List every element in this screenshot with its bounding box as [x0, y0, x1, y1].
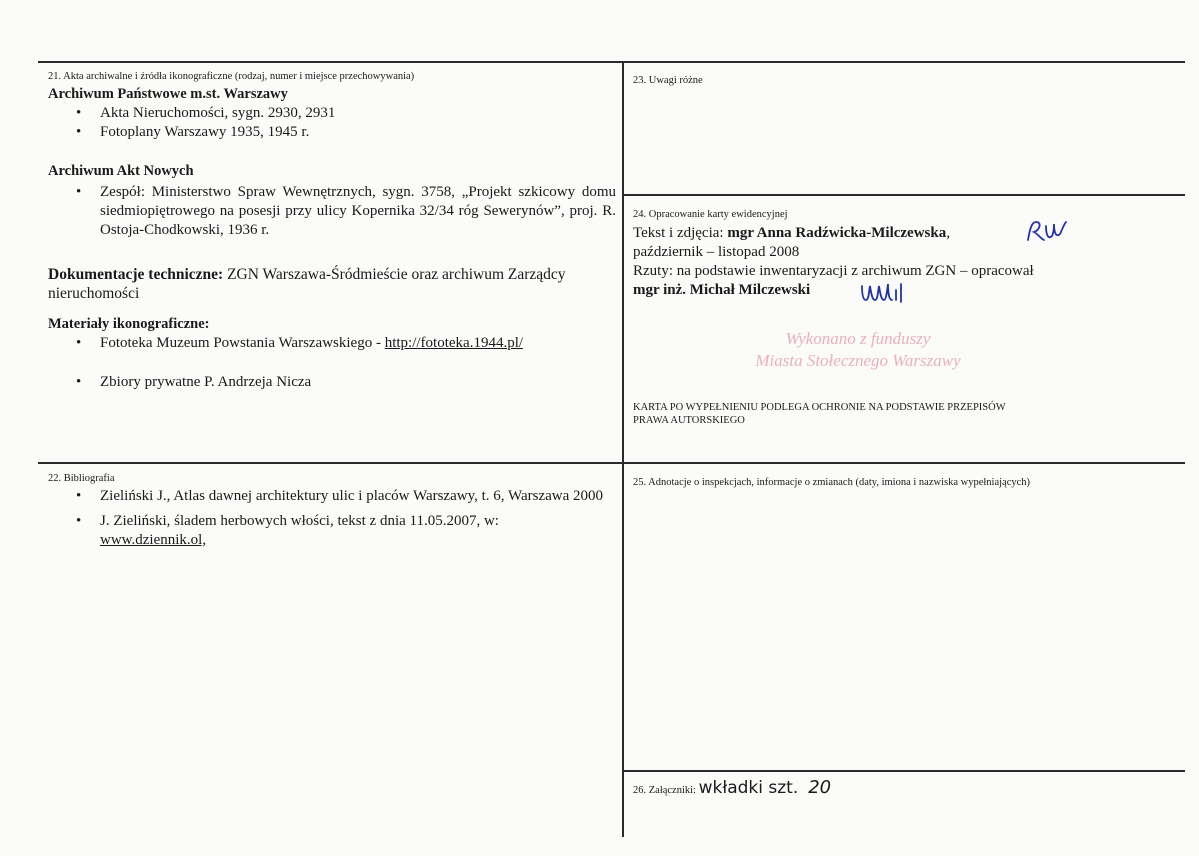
- plans-author-name: mgr inż. Michał Milczewski: [633, 282, 811, 298]
- signature-mm: [858, 280, 906, 306]
- bibliography-item-text: J. Zieliński, śladem herbowych włości, tekst z dnia 11.05.2007, w:: [100, 513, 499, 529]
- tech-docs-text: ZGN Warszawa-Śródmieście oraz archiwum Zarządcy nieruchomości: [48, 266, 566, 302]
- archive-state-list: [48, 104, 616, 142]
- plans-line: Rzuty: na podstawie inwentaryzacji z archiwum ZGN – opracował: [633, 263, 1034, 279]
- archive-state-title: Archiwum Państwowe m.st. Warszawy: [48, 86, 288, 102]
- copyright-line-2: PRAWA AUTORSKIEGO: [633, 415, 745, 426]
- funding-stamp: [693, 328, 1023, 372]
- tech-docs: [48, 265, 616, 303]
- tech-docs-label: Dokumentacje techniczne:: [48, 266, 224, 283]
- vertical-divider: [622, 61, 624, 837]
- author-name: mgr Anna Radźwicka-Milczewska: [727, 225, 947, 241]
- section-22: [48, 472, 616, 550]
- archive-new-list: [48, 183, 616, 240]
- list-item: • Zieliński J., Atlas dawnej architektury ulic i placów Warszawy, t. 6, Warszawa 2000: [100, 487, 616, 506]
- copyright-line-1: KARTA PO WYPEŁNIENIU PODLEGA OCHRONIE NA PODSTAWIE PRZEPISÓW: [633, 402, 1006, 413]
- top-rule: [38, 61, 1185, 63]
- section-22-heading: 22. Bibliografia: [48, 473, 115, 484]
- iconographic-list: [48, 334, 616, 392]
- iconographic-title: Materiały ikonograficzne:: [48, 316, 210, 332]
- section-23: [633, 74, 1173, 87]
- stamp-line-2: Miasta Stołecznego Warszawy: [755, 351, 961, 370]
- section-23-heading: 23. Uwagi różne: [633, 75, 703, 86]
- author-prefix: Tekst i zdjęcia:: [633, 225, 728, 241]
- author-suffix: ,: [946, 225, 950, 241]
- stamp-line-1: Wykonano z funduszy: [785, 329, 931, 348]
- list-item: • Fotoplany Warszawy 1935, 1945 r.: [100, 123, 616, 142]
- section-24-heading: 24. Opracowanie karty ewidencyjnej: [633, 209, 788, 220]
- list-item: • Zespół: Ministerstwo Spraw Wewnętrznych, sygn. 3758, „Projekt szkicowy domu siedmiopiętrowego na posesji przy ulicy Kopernika 32/34 róg Sewerynów”, proj. R. Ostoja-Chodkowski, 1936 r.: [100, 183, 616, 240]
- list-item: • Akta Nieruchomości, sygn. 2930, 2931: [100, 104, 616, 123]
- copyright-notice: [633, 401, 1173, 427]
- section-25-heading: 25. Adnotacje o inspekcjach, informacje o zmianach (daty, imiona i nazwiska wypełniających): [633, 477, 1031, 488]
- dziennik-link[interactable]: www.dziennik.ol,: [100, 532, 207, 548]
- author-line: [633, 224, 1178, 243]
- list-item: [100, 334, 616, 353]
- section-21: [48, 70, 616, 392]
- bibliography-list: [48, 487, 616, 550]
- middle-rule: [38, 462, 1185, 464]
- attachments-count: 20: [808, 777, 832, 798]
- date-line: październik – listopad 2008: [633, 244, 800, 260]
- list-item: • Zbiory prywatne P. Andrzeja Nicza: [100, 373, 616, 392]
- archive-new-title: Archiwum Akt Nowych: [48, 163, 194, 179]
- fototeka-text: Fototeka Muzeum Powstania Warszawskiego -: [100, 335, 385, 351]
- rule-25-26: [623, 770, 1185, 772]
- signature-ra: [1024, 218, 1072, 244]
- rule-23-24: [623, 194, 1185, 196]
- section-21-heading: 21. Akta archiwalne i źródła ikonograficzne (rodzaj, numer i miejsce przechowywania): [48, 71, 415, 82]
- section-26: [633, 777, 1178, 798]
- section-25: [633, 476, 1178, 489]
- attachments-handwritten: wkładki szt.: [698, 778, 799, 798]
- section-26-heading: 26. Załączniki:: [633, 785, 699, 796]
- list-item: [100, 512, 570, 550]
- fototeka-link[interactable]: http://fototeka.1944.pl/: [384, 335, 524, 351]
